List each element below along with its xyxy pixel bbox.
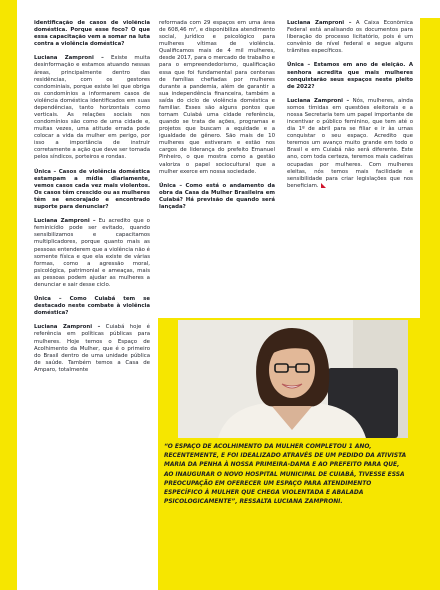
answer-paragraph	[159, 20, 275, 176]
answer-paragraph	[287, 98, 413, 190]
question-paragraph	[159, 183, 275, 211]
pull-quote: “O ESPAÇO DE ACOLHIMENTO DA MULHER COMPLETOU 1 ANO, RECENTEMENTE, E FOI IDEALIZADO ATRAVÉS DE UM PEDIDO DA ATIVISTA MARIA DA PENHA À NOSSA PRIMEIRA-DAMA E AO PREFEITO PARA QUE, AO INAUGURAR O NOVO HOSPITAL MUNICIPAL DE CUIABÁ, TIVESSE ESSA PREOCUPAÇÃO EM OFERECER UM ESPAÇO PARA ATENDIMENTO ESPECÍFICO À MULHER QUE CHEGA VIOLENTADA E ABALADA PSICOLOGICAMENTE”, RESSALTA LUCIANA ZAMPRONI.	[164, 444, 407, 506]
question-text: Única – Estamos em ano de eleição. A senhora acredita que mais mulheres conquistarão seus espaços neste pleito de 2022?	[287, 62, 413, 90]
text-column-3	[287, 20, 413, 280]
question-text: Única – Como está o andamento da obra da Casa da Mulher Brasileira em Cuiabá? Há previsão de quando será lançada?	[159, 182, 275, 211]
question-paragraph	[34, 169, 150, 211]
question-text: identificação de casos de violência doméstica. Porque esse foco? O que essa capacitação vem a somar na luta contra a violência doméstica?	[34, 20, 150, 48]
question-paragraph	[287, 62, 413, 90]
speaker-name: Luciana Zamproni –	[34, 55, 104, 62]
answer-text: A Caixa Econômica Federal está analisando os documentos para liberação do processo licitatório, pois é um convênio de nível federal e segue alguns trâmites específicos.	[287, 20, 413, 55]
answer-text: Cuiabá hoje é referência em políticas públicas para mulheres. Hoje temos o Espaço de Acolhimento da Mulher, que é o primeiro do Brasil dentro de uma unidade pública de saúde. Também temos a Casa de Amparo, totalmente	[34, 324, 150, 373]
question-text: Única – Como Cuiabá tem se destacado neste combate à violência doméstica?	[34, 296, 150, 317]
answer-paragraph	[34, 324, 150, 374]
answer-text: reformada com 29 espaços em uma área de 608,46 m², e disponibiliza atendimento social, jurídico e psicológico para mulheres vítimas de violência. Qualificamos mais de 4 mil mulheres, desde 2017, para o mercado de trabalho e para o empreendedorismo, qualificação essa que foi fundamental para centenas de famílias chefiadas por mulheres durante a pandemia, além de garantir a sua independência financeira, também a saída do ciclo de violência doméstica e familiar. Esses são alguns pontos que tornam Cuiabá uma cidade referência, quando se trata de ações, programas e projetos que buscam a equidade e a igualdade de gênero. São mais de 10 mulheres que estiveram e estão nos cargos de liderança do prefeito Emanuel Pinheiro, o que mostra como a gestão valoriza o papel sociocultural que a mulher exerce em nossa sociedade.	[159, 20, 275, 175]
portrait-photo-icon	[178, 320, 408, 438]
answer-paragraph	[287, 20, 413, 55]
right-accent-bar	[420, 18, 440, 590]
answer-paragraph	[34, 218, 150, 289]
speaker-name: Luciana Zamproni –	[34, 218, 96, 225]
answer-text: Eu acredito que o feminicídio pode ser evitado, quando sensibilizamos e capacitamos multiplicadores, porque quanto mais as pessoas entenderem que a violência não é somente física e que ela existe de várias formas, como a agressão moral, psicológica, patrimonial e ameaças, mais as pessoas podem ajudar as mulheres a denunciar e sair desse ciclo.	[34, 218, 150, 288]
portrait-photo	[178, 320, 408, 438]
question-text: Única – Casos de violência doméstica estampam a mídia diariamente, vemos casos cada vez mais violentos. Os casos têm crescido ou as mulheres têm se encorajado e encontrado suporte para denunciar?	[34, 168, 150, 211]
answer-text: Nós, mulheres, ainda somos tímidas em questões eleitorais e a nossa Secretaria tem um papel importante de incentivar o público feminino, que tem até o dia 1º de abril para se filiar e ir às urnas conquistar o seu espaço. Acredito que teremos um avanço muito grande em todo o Brasil e em Cuiabá não será diferente. Este ano, com toda certeza, teremos mais cadeiras ocupadas por mulheres. Com mulheres eleitas, nós temos mais facilidade e sensibilidade para criar legislações que nos beneficiam.	[287, 97, 413, 189]
speaker-name: Luciana Zamproni –	[287, 97, 350, 104]
speaker-name: Luciana Zamproni –	[34, 324, 101, 331]
question-paragraph	[34, 296, 150, 317]
end-of-article-icon	[321, 183, 326, 188]
speaker-name: Luciana Zamproni –	[287, 20, 352, 26]
question-paragraph	[34, 20, 150, 48]
answer-text: Existe muita desinformação e estamos atuando nessas áreas, principalmente dentro das residências, com os gestores condominiais, porque existe lei que obriga os condomínios a informarem casos de violência doméstica identificados em suas dependências, tanto horizontais como verticais. As relações sociais nos condomínios são como de uma cidade e, muitas vezes, uma atitude errada pode colocar a vida da mulher em perigo, por isso a importância de instruir corretamente a ação que deve ser tomada pelos síndicos, porteiros e rondas.	[34, 55, 150, 161]
left-accent-bar	[0, 0, 17, 590]
text-column-2	[159, 20, 275, 332]
answer-paragraph	[34, 55, 150, 161]
text-column-1	[34, 20, 150, 590]
